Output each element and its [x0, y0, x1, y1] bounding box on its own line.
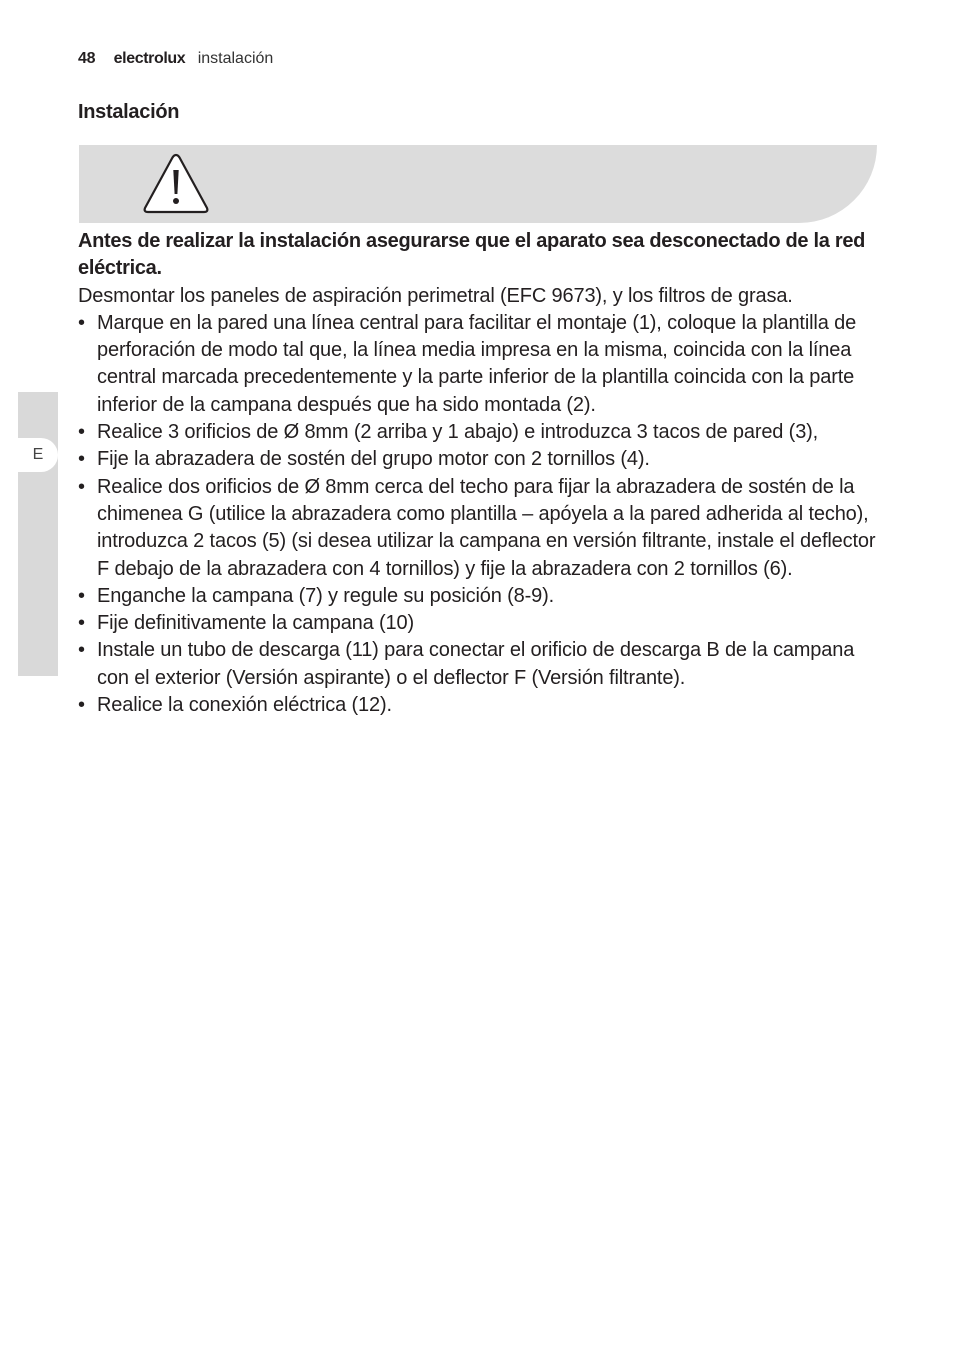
page-title: Instalación — [78, 101, 180, 123]
page-number: 48 — [78, 50, 96, 67]
list-item: • Realice 3 orificios de Ø 8mm (2 arriba y 1 abajo) e introduzca 3 tacos de pared (3), — [78, 419, 878, 446]
warning-text: Antes de realizar la instalación asegurarse que el aparato sea desconectado de la red eléctrica. — [78, 230, 866, 280]
section-name: instalación — [197, 50, 274, 67]
list-item: • Fije la abrazadera de sostén del grupo motor con 2 tornillos (4). — [78, 446, 878, 473]
warning-banner — [79, 145, 877, 223]
list-item: • Marque en la pared una línea central para facilitar el montaje (1), coloque la plantilla de perforación de modo tal que, la línea media impresa en la misma, coincida con la línea central marcada precedentemente y la parte inferior de la plantilla coincida con la parte inferior de la campana después que ha sido montada (2). — [78, 310, 878, 419]
intro-text: Desmontar los paneles de aspiración perimetral (EFC 9673), y los filtros de grasa. — [78, 284, 793, 307]
language-side-tab — [18, 392, 58, 676]
brand-name: electrolux — [113, 50, 186, 67]
list-item: • Fije definitivamente la campana (10) — [78, 610, 878, 637]
list-item: • Realice dos orificios de Ø 8mm cerca del techo para fijar la abrazadera de sostén de la chimenea G (utilice la abrazadera como plantilla – apóyela a la pared adherida al techo), introduzca 2 tacos (5) (si desea utilizar la campana en versión filtrante, instale el deflector F debajo de la abrazadera con 4 tornillos) y fije la abrazadera con 2 tornillos (6). — [78, 474, 878, 583]
list-item: • Enganche la campana (7) y regule su posición (8-9). — [78, 583, 878, 610]
list-item: • Realice la conexión eléctrica (12). — [78, 692, 878, 719]
page-header — [78, 49, 273, 69]
language-label: E — [18, 438, 58, 472]
warning-triangle-icon — [142, 152, 210, 221]
list-item: • Instale un tubo de descarga (11) para conectar el orificio de descarga B de la campana con el exterior (Versión aspirante) o el deflector F (Versión filtrante). — [78, 637, 878, 692]
installation-steps — [78, 310, 878, 719]
installation-content — [78, 228, 878, 719]
